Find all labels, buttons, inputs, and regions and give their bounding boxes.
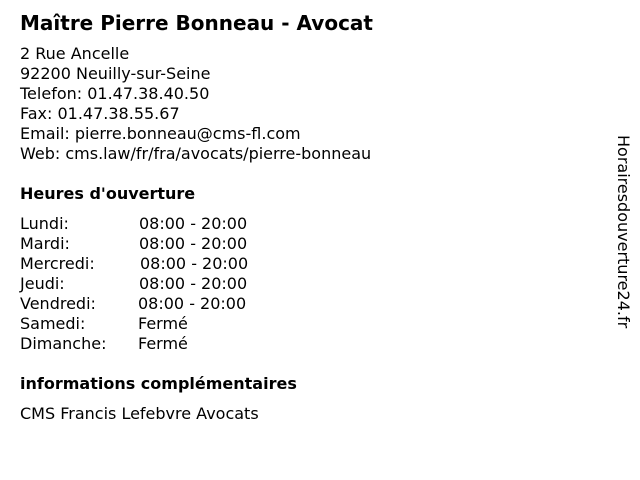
opening-hours-heading: Heures d'ouverture — [20, 184, 196, 203]
hours-row-wednesday — [20, 254, 320, 274]
hours-row-tuesday — [20, 234, 320, 254]
hours-value: Fermé — [138, 334, 188, 353]
additional-info-heading: informations complémentaires — [20, 374, 297, 393]
hours-value: 08:00 - 20:00 — [138, 294, 247, 313]
hours-value: 08:00 - 20:00 — [139, 274, 248, 293]
hours-row-thursday — [20, 274, 320, 294]
address-street: 2 Rue Ancelle — [20, 44, 130, 63]
hours-value: 08:00 - 20:00 — [139, 234, 248, 253]
hours-row-friday — [20, 294, 320, 314]
hours-value: 08:00 - 20:00 — [139, 214, 248, 233]
day-label: Lundi: — [20, 214, 69, 233]
hours-row-monday — [20, 214, 320, 234]
hours-value: 08:00 - 20:00 — [140, 254, 249, 273]
email-line: Email: pierre.bonneau@cms-fl.com — [20, 124, 301, 143]
address-block — [20, 44, 371, 164]
day-label: Dimanche: — [20, 334, 107, 353]
web-line: Web: cms.law/fr/fra/avocats/pierre-bonneau — [20, 144, 372, 163]
address-city: 92200 Neuilly-sur-Seine — [20, 64, 211, 83]
fax-line: Fax: 01.47.38.55.67 — [20, 104, 180, 123]
day-label: Mardi: — [20, 234, 70, 253]
hours-row-sunday — [20, 334, 320, 354]
day-label: Samedi: — [20, 314, 86, 333]
day-label: Mercredi: — [20, 254, 95, 273]
additional-info-text: CMS Francis Lefebvre Avocats — [20, 404, 259, 423]
day-label: Vendredi: — [20, 294, 96, 313]
phone-line: Telefon: 01.47.38.40.50 — [20, 84, 210, 103]
page-title: Maître Pierre Bonneau - Avocat — [20, 11, 373, 35]
opening-hours-table — [20, 214, 320, 354]
brand-watermark-text: Horairesdouverture24.fr — [614, 135, 633, 329]
day-label: Jeudi: — [20, 274, 65, 293]
hours-row-saturday — [20, 314, 320, 334]
hours-value: Fermé — [138, 314, 188, 333]
